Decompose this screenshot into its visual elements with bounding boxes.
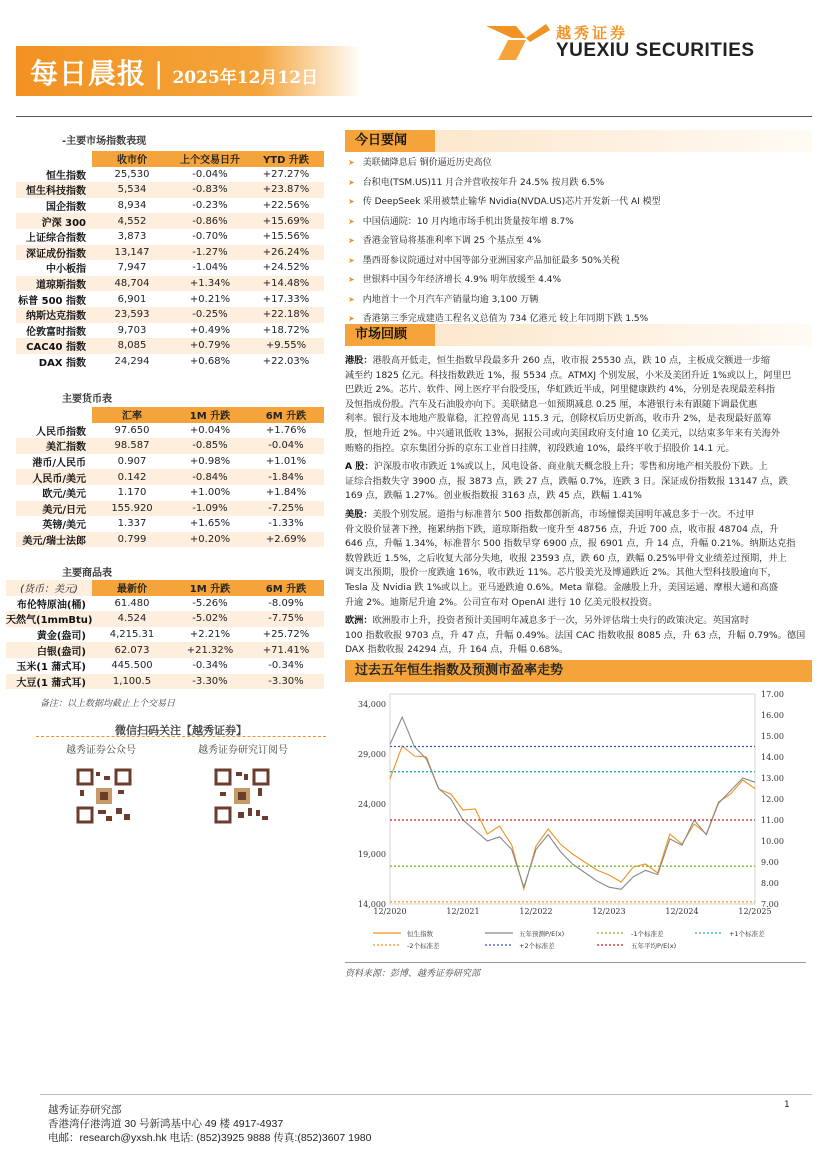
commodity-value-cell: +25.72% [262, 629, 310, 641]
news-item [348, 214, 574, 227]
qr-code-icon[interactable] [76, 768, 132, 824]
index-value-cell: +18.72% [262, 324, 310, 336]
index-column-header: 收市价 [92, 151, 172, 167]
fx-column-header: 6M 升跌 [248, 407, 324, 423]
y-right-tick-label: 8.00 [761, 879, 779, 888]
y-right-tick-label: 12.00 [761, 795, 784, 804]
index-value-cell: -0.23% [192, 200, 228, 212]
y-right-tick-label: 9.00 [761, 858, 779, 867]
commodity-name-cell: 玉米(1 蒲式耳) [16, 662, 86, 674]
fx-name-cell: 美元/瑞士法郎 [16, 532, 92, 548]
commodity-value-cell: 4.524 [92, 611, 172, 627]
news-text: 中国信通院：10 月内地市场手机出货量按年增 8.7% [362, 216, 574, 227]
a-share-paragraph [345, 460, 806, 504]
index-value-cell: 25,530 [114, 168, 150, 180]
fx-name-cell: 美元/日元 [16, 501, 92, 517]
legend-label: 五年预测P/E(x) [519, 930, 565, 938]
arrow-bullet-icon: ➤ [348, 255, 355, 265]
fx-name-cell: 欧元/美元 [42, 489, 86, 501]
qr-divider [36, 736, 326, 737]
footer-divider [40, 1094, 812, 1095]
today-section-title: 今日要闻 [345, 130, 435, 152]
fx-value-cell: -0.85% [172, 438, 248, 454]
paragraph-line: 646 点，升幅 1.34%，标准普尔 500 指数早穿 6900 点，报 6901 点，升 14 点，升幅 0.21%。纳斯达克指 [345, 538, 796, 550]
fx-column-header: 1M 升跌 [172, 407, 248, 423]
fx-value-cell: 0.142 [92, 469, 172, 485]
index-value-cell: +9.55% [248, 338, 324, 354]
index-value-cell: -0.70% [192, 231, 228, 243]
index-value-cell: -1.04% [192, 262, 228, 274]
review-section-title: 市场回顾 [345, 324, 435, 346]
index-header-row [16, 151, 324, 167]
fx-value-cell: +1.65% [189, 518, 231, 530]
commodity-value-cell: 62.073 [92, 642, 172, 658]
fx-value-cell: +0.04% [189, 424, 231, 436]
paragraph-line: 证综合指数失守 3900 点，报 3873 点，跌 27 点，跌幅 0.7%，连跌 3 日。深证成份指数报 13147 点，跌 [345, 475, 788, 487]
table-row [16, 245, 324, 261]
commodity-value-cell: +2.21% [189, 629, 231, 641]
fx-value-cell: -1.84% [248, 469, 324, 485]
fx-value-cell: 97.650 [114, 424, 150, 436]
commodity-value-cell: -0.34% [192, 660, 228, 672]
fx-value-cell: -1.09% [172, 501, 248, 517]
fx-name-cell: 英镑/美元 [42, 520, 86, 532]
news-item [348, 253, 620, 266]
paragraph-line: 调支出预期，股价一度跌逾 16%，收市跌近 11%。芯片股美光及博通跌近 2%。其他大型科技股逾向下， [345, 567, 777, 579]
y-left-tick-label: 29,000 [358, 750, 386, 759]
report-name: 每日晨报 [30, 57, 147, 90]
commodity-value-cell: -3.30% [248, 674, 324, 690]
commodity-value-cell: -3.30% [172, 674, 248, 690]
fx-value-cell: -0.04% [248, 438, 324, 454]
news-item [348, 175, 604, 188]
hk-label: 港股： [345, 355, 373, 366]
legend-label: -1个标准差 [631, 930, 664, 938]
paragraph-line: 升逾 2%。迪斯尼升逾 2%。公司宣布对 OpenAI 进行 10 亿美元股权投资。 [345, 596, 658, 608]
qr-right-label: 越秀证券研究订阅号 [198, 745, 288, 756]
index-name-cell: 道琼斯指数 [16, 276, 92, 292]
commodity-name-cell: 大豆(1 蒲式耳) [6, 674, 92, 690]
news-text: 世银料中国今年经济增长 4.9% 明年放缓至 4.4% [362, 275, 562, 285]
qr-code-icon[interactable] [214, 768, 270, 824]
news-item [348, 233, 541, 246]
arrow-bullet-icon: ➤ [348, 177, 355, 187]
hk-market-paragraph [345, 354, 806, 456]
hsi-pe-chart [345, 686, 812, 958]
commodity-column-header: 最新价 [92, 580, 172, 596]
index-value-cell: +0.21% [189, 293, 231, 305]
index-name-cell: 恒生科技指数 [16, 182, 92, 198]
index-value-cell: +1.34% [172, 276, 248, 292]
index-value-cell: +15.56% [262, 231, 310, 243]
table-row [16, 291, 324, 307]
index-column-header: 上个交易日升 [172, 151, 248, 167]
index-name-cell: 纳斯达克指数 [16, 307, 92, 323]
paragraph-line: 欧洲股市上升，投资者预计美国明年减息多于一次，另外评估瑞士央行的政策决定。英国富时 [372, 615, 750, 626]
paragraph-line: 169 点，跌幅 1.27%。创业板指数报 3163 点，跌 45 点，跌幅 1.41% [345, 490, 642, 502]
index-value-cell: +0.68% [189, 356, 231, 368]
index-value-cell: 8,085 [92, 338, 172, 354]
commodity-value-cell: +71.41% [248, 642, 324, 658]
paragraph-line: 及恒指成份股。汽车及石油股亦向下。美联储息一如预期减息 0.25 厘，本港银行未有跟随下调最优惠 [345, 398, 758, 410]
index-value-cell: 23,593 [92, 307, 172, 323]
table-row [16, 276, 324, 292]
paragraph-line: Tesla 及 Nvidia 跌 1%或以上。亚马逊跌逾 0.6%。Meta 靠稳。金融股上升，美国运通、摩根大通和高盛 [345, 581, 778, 593]
index-column-header: YTD 升跌 [248, 151, 324, 167]
news-item [348, 194, 661, 207]
legend-label: +1个标准差 [729, 930, 765, 938]
logo-chinese-text: 越秀证券 [556, 24, 629, 42]
y-right-tick-label: 16.00 [761, 711, 784, 720]
arrow-bullet-icon: ➤ [348, 158, 355, 167]
report-date: 2025年12月12日 [172, 68, 319, 88]
fx-value-cell: +1.76% [265, 424, 307, 436]
index-value-cell: 6,901 [117, 293, 147, 305]
index-value-cell: 5,534 [92, 182, 172, 198]
commodity-value-cell: 445.500 [111, 660, 153, 672]
arrow-bullet-icon: ➤ [348, 236, 355, 245]
europe-text [345, 615, 805, 655]
x-tick-label: 12/2022 [519, 907, 553, 916]
commodities-table [6, 580, 324, 689]
paragraph-line: 100 指数收报 9703 点，升 47 点，升幅 0.49%。法国 CAC 指数收报 8085 点，升 63 点，升幅 0.79%。德国 [345, 629, 806, 641]
us-text [345, 509, 795, 608]
index-name-cell: 沪深 300 [16, 213, 92, 229]
index-value-cell: 48,704 [92, 276, 172, 292]
commodity-value-cell: 4,215.31 [109, 629, 155, 641]
legend-label: 恒生指数 [407, 930, 433, 938]
y-left-tick-label: 34,000 [358, 700, 386, 709]
index-value-cell: 7,947 [117, 262, 147, 274]
index-column-header [16, 151, 92, 167]
data-note: 备注：以上数据均截止上个交易日 [40, 699, 176, 709]
qr-section-title: 微信扫码关注【越秀证券】 [115, 724, 247, 737]
index-value-cell: +22.03% [262, 356, 310, 368]
fx-section-title: 主要货币表 [62, 394, 112, 405]
table-row [16, 469, 324, 485]
hk-text [345, 355, 791, 454]
yuexiu-logo-icon [486, 20, 550, 62]
table-row [16, 438, 324, 454]
index-value-cell: -1.27% [172, 245, 248, 261]
legend-label: +2个标准差 [519, 942, 555, 950]
page-number: 1 [784, 1100, 790, 1110]
table-row [6, 658, 324, 674]
index-value-cell: +22.56% [262, 200, 310, 212]
index-value-cell: -0.04% [192, 168, 228, 180]
commodity-value-cell: -5.26% [192, 597, 228, 609]
table-row [16, 323, 324, 339]
fx-column-header: 汇率 [92, 407, 172, 423]
table-row [6, 611, 324, 627]
paragraph-line: 利率。银行及本地地产股靠稳，汇控曾高见 115.3 元，创除权后历史新高，收市升 2%，是表现最好蓝筹 [345, 413, 772, 425]
paragraph-line: 数曾跌近 1.5%，之后收复大部分失地，收报 23593 点，跌 60 点，跌幅 0.25%甲骨文业绩差过预期，并上 [345, 552, 787, 564]
paragraph-line: 港股高开低走，恒生指数早段最多升 260 点，收市报 25530 点，跌 10 点，主板成交额进一步缩 [372, 355, 771, 366]
commodity-name-cell: 布伦特原油(桶) [16, 599, 86, 611]
index-name-cell: 恒生指数 [46, 170, 86, 182]
table-row [16, 454, 324, 470]
news-item [348, 155, 492, 168]
x-tick-label: 12/2020 [373, 907, 407, 916]
table-row [16, 182, 324, 198]
y-right-tick-label: 11.00 [761, 816, 784, 825]
table-row [16, 213, 324, 229]
logo-english-text: YUEXIU SECURITIES [556, 40, 755, 61]
a-share-label: A 股： [345, 461, 374, 472]
qr-left-label: 越秀证券公众号 [66, 745, 136, 756]
table-row [16, 516, 324, 532]
index-value-cell: 8,934 [117, 200, 147, 212]
arrow-bullet-icon: ➤ [348, 275, 355, 284]
y-left-tick-label: 19,000 [358, 850, 386, 859]
y-right-tick-label: 10.00 [761, 837, 784, 846]
arrow-bullet-icon: ➤ [348, 216, 355, 226]
index-value-cell: +26.24% [248, 245, 324, 261]
us-label: 美股： [345, 509, 373, 520]
commodity-column-header: (货币：美元) [6, 580, 92, 596]
fx-value-cell: -1.33% [268, 518, 304, 530]
arrow-bullet-icon: ➤ [348, 294, 355, 304]
table-row [16, 485, 324, 501]
indices-section-title: -主要市场指数表现 [62, 136, 147, 147]
commodity-name-cell: 白银(盎司) [6, 642, 92, 658]
fx-value-cell: +0.20% [172, 532, 248, 548]
index-value-cell: +23.87% [248, 182, 324, 198]
us-market-paragraph [345, 508, 806, 610]
commodity-value-cell: 61.480 [114, 597, 150, 609]
news-item [348, 311, 648, 324]
y-left-tick-label: 24,000 [358, 800, 386, 809]
fx-value-cell: +1.01% [265, 456, 307, 468]
paragraph-line: 股，恒地升近 2%。中兴通讯低收 13%，据报公司或向美国政府支付逾 10 亿美元，以结束多年来有关海外 [345, 427, 781, 439]
index-value-cell: +15.69% [248, 213, 324, 229]
index-value-cell: 3,873 [117, 231, 147, 243]
paragraph-line: DAX 指数收报 24294 点，升 164 点，升幅 0.68%。 [345, 644, 569, 656]
arrow-bullet-icon: ➤ [348, 314, 355, 323]
news-text: 香港第三季完成建造工程名义总值为 734 亿港元 较上年同期下跌 1.5% [362, 314, 649, 324]
europe-label: 欧洲： [345, 615, 373, 626]
commodity-column-header: 6M 升跌 [248, 580, 324, 596]
index-value-cell: -0.25% [172, 307, 248, 323]
commodity-column-header: 1M 升跌 [172, 580, 248, 596]
news-text: 内地首十一个月汽车产销量均逾 3,100 万辆 [362, 294, 539, 305]
source-divider [345, 962, 806, 963]
fx-value-cell: 1.337 [117, 518, 147, 530]
table-row [16, 501, 324, 517]
news-text: 墨西哥参议院通过对中国等部分亚洲国家产品加征最多 50%关税 [362, 255, 620, 266]
index-name-cell: 伦敦富时指数 [26, 326, 86, 338]
table-row [16, 167, 324, 183]
y-right-tick-label: 14.00 [761, 753, 784, 762]
news-item [348, 272, 561, 285]
index-value-cell: +24.52% [262, 262, 310, 274]
index-value-cell: 13,147 [92, 245, 172, 261]
header-divider [16, 116, 812, 117]
fx-column-header [16, 407, 92, 423]
y-right-tick-label: 7.00 [761, 900, 779, 909]
plot-area [390, 694, 755, 904]
paragraph-line: 贿赂的指控。京东集团分拆的京东工业首日挂牌，初段跌逾 10%，最终平收于招股价 14.1 元。 [345, 442, 735, 454]
y-left-tick-label: 14,000 [358, 900, 386, 909]
legend-label: -2个标准差 [407, 942, 440, 950]
fx-value-cell: 0.907 [117, 456, 147, 468]
index-value-cell: 9,703 [117, 324, 147, 336]
footer-contact: 电邮：research@yxsh.hk 电话: (852)3925 9888 传真:(852)3607 1980 [48, 1132, 372, 1144]
index-name-cell: 国企指数 [46, 202, 86, 214]
fx-value-cell: 0.799 [92, 532, 172, 548]
fx-name-cell: 人民币指数 [36, 426, 86, 438]
index-name-cell: 深证成份指数 [16, 245, 92, 261]
table-row [6, 642, 324, 658]
index-name-cell: DAX 指数 [38, 358, 86, 370]
indices-table [16, 151, 324, 369]
table-row [16, 423, 324, 439]
index-value-cell: 4,552 [92, 213, 172, 229]
fx-value-cell: 155.920 [92, 501, 172, 517]
table-row [16, 198, 324, 214]
europe-market-paragraph [345, 614, 806, 658]
x-tick-label: 12/2025 [738, 907, 772, 916]
paragraph-line: 骨文股价显著下挫，拖累纳指下跌，道琼斯指数一度升至 48756 点，升近 700 点，收市报 48704 点，升 [345, 523, 779, 535]
paragraph-line: 美股个别发展。道指与标准普尔 500 指数都创新高，市场憧憬美国明年减息多于一次。不过甲 [372, 509, 755, 520]
index-name-cell: 中小板指 [46, 264, 86, 276]
fx-value-cell: 1.170 [117, 487, 147, 499]
table-row [6, 627, 324, 643]
footer-address: 香港湾仔港湾道 30 号新鸿基中心 49 楼 4917-4937 [48, 1118, 284, 1130]
fx-value-cell: +1.84% [265, 487, 307, 499]
fx-name-cell: 人民币/美元 [16, 469, 92, 485]
commodity-value-cell: -0.34% [268, 660, 304, 672]
index-value-cell: +22.18% [248, 307, 324, 323]
fx-table [16, 407, 324, 547]
index-name-cell: 上证综合指数 [26, 233, 86, 245]
news-text: 传 DeepSeek 采用被禁止输华 Nvidia(NVDA.US)芯片开发新一代 AI 模型 [362, 197, 661, 207]
news-text: 台积电(TSM.US)11 月合并营收按年升 24.5% 按月跌 6.5% [362, 177, 605, 188]
commodity-value-cell: -7.75% [248, 611, 324, 627]
index-name-cell: 标普 500 指数 [18, 295, 86, 307]
commodity-value-cell: 1,100.5 [92, 674, 172, 690]
footer-dept: 越秀证券研究部 [48, 1104, 122, 1116]
y-right-tick-label: 15.00 [761, 732, 784, 741]
table-row [16, 532, 324, 548]
index-value-cell: +0.49% [189, 324, 231, 336]
fx-header-row [16, 407, 324, 423]
commodity-header-row [6, 580, 324, 596]
paragraph-line: 沪深股市收市跌近 1%或以上，风电设备、商业航天概念股上升；零售和房地产相关股份下跌。上 [373, 461, 768, 472]
index-value-cell: +14.48% [248, 276, 324, 292]
fx-value-cell: -7.25% [248, 501, 324, 517]
commodity-name-cell: 黄金(盎司) [36, 631, 86, 643]
table-row [6, 596, 324, 612]
table-row [6, 674, 324, 690]
fx-value-cell: +2.69% [248, 532, 324, 548]
index-value-cell: -0.86% [172, 213, 248, 229]
index-value-cell: -0.83% [172, 182, 248, 198]
arrow-bullet-icon: ➤ [348, 197, 355, 206]
index-value-cell: +17.33% [262, 293, 310, 305]
legend-label: 五年平均P/E(x) [631, 942, 677, 950]
news-item [348, 292, 538, 305]
y-right-tick-label: 13.00 [761, 774, 784, 783]
index-value-cell: +27.27% [262, 168, 310, 180]
y-right-tick-label: 17.00 [761, 690, 784, 699]
fx-value-cell: -0.84% [172, 469, 248, 485]
table-row [16, 338, 324, 354]
index-value-cell: +0.79% [172, 338, 248, 354]
news-text: 美联储降息后 铜价逼近历史高位 [362, 158, 492, 168]
paragraph-line: 减至约 1825 亿元。科技指数跌近 1%，报 5534 点。ATMXJ 个别发展，小米及美团升近 1%或以上，阿里巴 [345, 369, 792, 381]
commodity-value-cell: -5.02% [172, 611, 248, 627]
fx-name-cell: 港币/人民币 [32, 458, 86, 470]
index-name-cell: CAC40 指数 [16, 338, 92, 354]
commodities-section-title: 主要商品表 [62, 568, 112, 579]
commodity-value-cell: -8.09% [268, 597, 304, 609]
x-tick-label: 12/2024 [665, 907, 699, 916]
paragraph-line: 巴跌近 2%。芯片、软件、网上医疗平台股受压，华虹跌近半成，阿里健康跌约 4%，分别是表现最差科指 [345, 384, 776, 396]
fx-value-cell: +1.00% [189, 487, 231, 499]
table-row [16, 307, 324, 323]
chart-title: 过去五年恒生指数及预测市盈率走势 [345, 660, 812, 682]
a-share-text [345, 461, 788, 501]
table-row [16, 354, 324, 370]
index-value-cell: 24,294 [114, 356, 150, 368]
x-tick-label: 12/2023 [592, 907, 626, 916]
title-separator: | [154, 57, 165, 90]
news-text: 香港金管局将基准利率下调 25 个基点至 4% [362, 236, 542, 246]
report-title [30, 52, 318, 92]
table-row [16, 260, 324, 276]
commodity-name-cell: 天然气(1mmBtu) [6, 611, 92, 627]
x-tick-label: 12/2021 [446, 907, 480, 916]
fx-name-cell: 美汇指数 [16, 438, 92, 454]
table-row [16, 229, 324, 245]
chart-source: 资料来源：彭博、越秀证券研究部 [345, 969, 481, 979]
fx-value-cell: +0.98% [189, 456, 231, 468]
fx-value-cell: 98.587 [92, 438, 172, 454]
commodity-value-cell: +21.32% [172, 642, 248, 658]
